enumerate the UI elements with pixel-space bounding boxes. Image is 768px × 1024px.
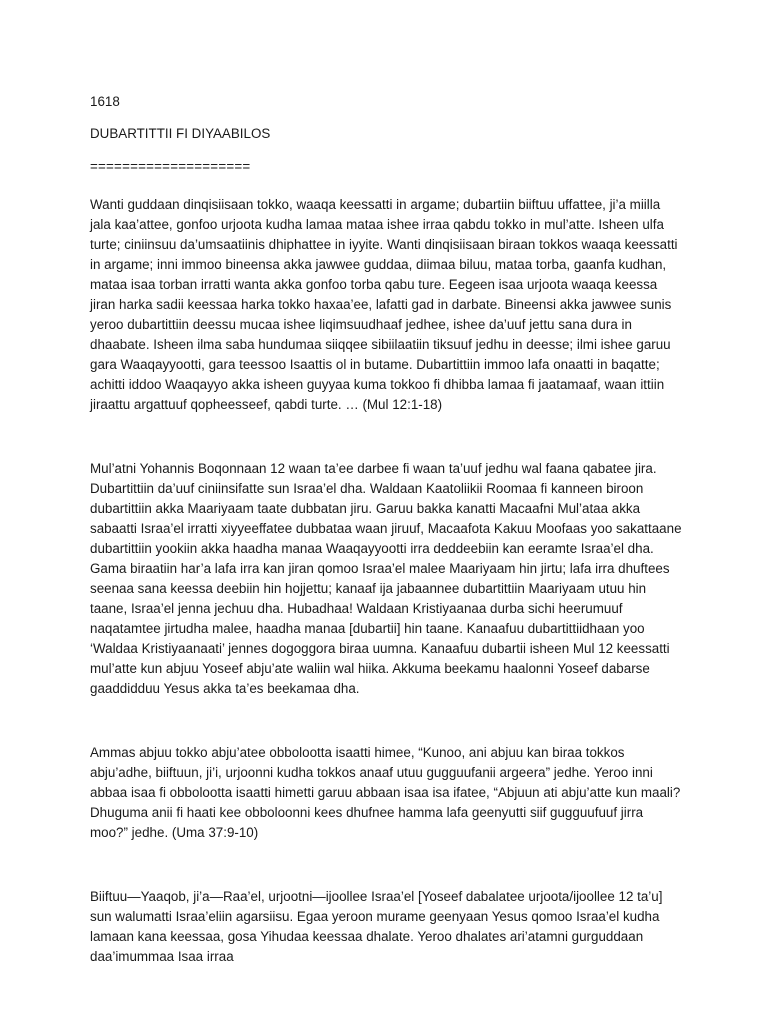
paragraph-1: Wanti guddaan dinqisiisaan tokko, waaqa keessatti in argame; dubartiin biiftuu uffattee, ji’a miilla jala kaa’attee, gonfoo urjoota kudha lamaa mataa ishee irraa qabdu tokko in mul’atte. Isheen ulfa turte; ciniinsuu da’umsaatiinis dhiphattee in iyyite. Wanti dinqisiisaan biraan tokkos waaqa keessatti in argame; inni immoo bineensa akka jawwee guddaa, diimaa biluu, mataa torba, gaanfa kudhan, mataa isaa torban irratti wanta akka gonfoo torba qabu ture. Eegeen isaa urjoota waaqa keessa jiran harka sadii keessaa harka tokko haxaa’ee, lafatti gad in darbate. Bineensi akka jawwee sunis yeroo dubartittiin deessu mucaa ishee liqimsuudhaaf jedhee, ishee da’uuf jettu sana dura in dhaabate. Isheen ilma saba hundumaa siiqqee sibiilaatiin tiksuuf jedhu in deesse; ilmi ishee garuu gara Waaqayyootti, gara teessoo Isaattis ol in butame. Dubartittiin immoo lafa onaatti in baqatte; achitti iddoo Waaqayyo akka isheen guyyaa kuma tokkoo fi dhibba lamaa fi jaatamaaf, waan ittiin jiraattu argattuuf qopheesseef, qabdi turte. … (Mul 12:1-18): [90, 197, 678, 412]
paragraph-4: Biiftuu—Yaaqob, ji’a—Raa’el, urjootni—ijoollee Israa’el [Yoseef dabalatee urjoota/ijoollee 12 ta’u] sun walumatti Israa’eliin agarsiisu. Egaa yeroon murame geenyaan Yesus qomoo Israa’el kudha lamaan kana keessaa, gosa Yihudaa keessaa dhalate. Yeroo dhalates ari’atamni gurguddaan daa’imummaa Isaa irraa: [90, 889, 663, 964]
document-title: DUBARTITTII FI DIYAABILOS: [90, 126, 271, 141]
paragraph-3: Ammas abjuu tokko abju’atee obbolootta isaatti himee, “Kunoo, ani abjuu kan biraa tokkos abju’adhe, biiftuun, ji’i, urjoonni kudha tokkos anaaf utuu gugguufanii argeera” jedhe. Yeroo inni abbaa isaa fi obbolootta isaatti himetti garuu abbaan isaa isa ifatee, “Abjuun ati abju’atte kun maali? Dhuguma anii fi haati kee obboloonni kees dhufnee hamma lafa geenyutti siif gugguufuuf jirra moo?” jedhe. (Uma 37:9-10): [90, 745, 681, 840]
document-page: [90, 92, 682, 967]
title-underline-rule: ====================: [90, 159, 251, 174]
page-number: 1618: [90, 94, 120, 109]
paragraph-2: Mul’atni Yohannis Boqonnaan 12 waan ta’ee darbee fi waan ta’uuf jedhu wal faana qabatee jira. Dubartittiin da’uuf ciniinsifatte sun Israa’el dha. Waldaan Kaatoliikii Roomaa fi kanneen biroon dubartittiin akka Maariyaam taate dubbatan jiru. Garuu bakka kanatti Macaafni Mul’ataa akka sabaatti Israa’el irratti xiyyeeffatee dubbataa waan jiruuf, Macaafota Kakuu Moofaas yoo sakattaane dubartittiin yookiin akka haadha manaa Waaqayyootti irra deddeebiin kan eeramte Israa’el dha. Gama biraatiin har’a lafa irra kan jiran qomoo Israa’el malee Maariyaam hin jirtu; lafa irra dhuftees seenaa sana keessa deebiin hin hojjettu; kanaaf ija jabaannee dubartittiin Maariyaam utuu hin taane, Israa’el jenna jechuu dha. Hubadhaa! Waldaan Kristiyaanaa durba sichi heerumuuf naqatamtee jirtudha malee, haadha manaa [dubartii] hin taane. Kanaafuu dubartittiidhaan yoo ‘Waldaa Kristiyaanaati’ jennes dogoggora biraa uumna. Kanaafuu dubartii isheen Mul 12 keessatti mul’atte kun abjuu Yoseef abju’ate waliin wal hiika. Akkuma beekamu haalonni Yoseef dabarse gaaddidduu Yesus akka ta’es beekamaa dha.: [90, 461, 682, 696]
